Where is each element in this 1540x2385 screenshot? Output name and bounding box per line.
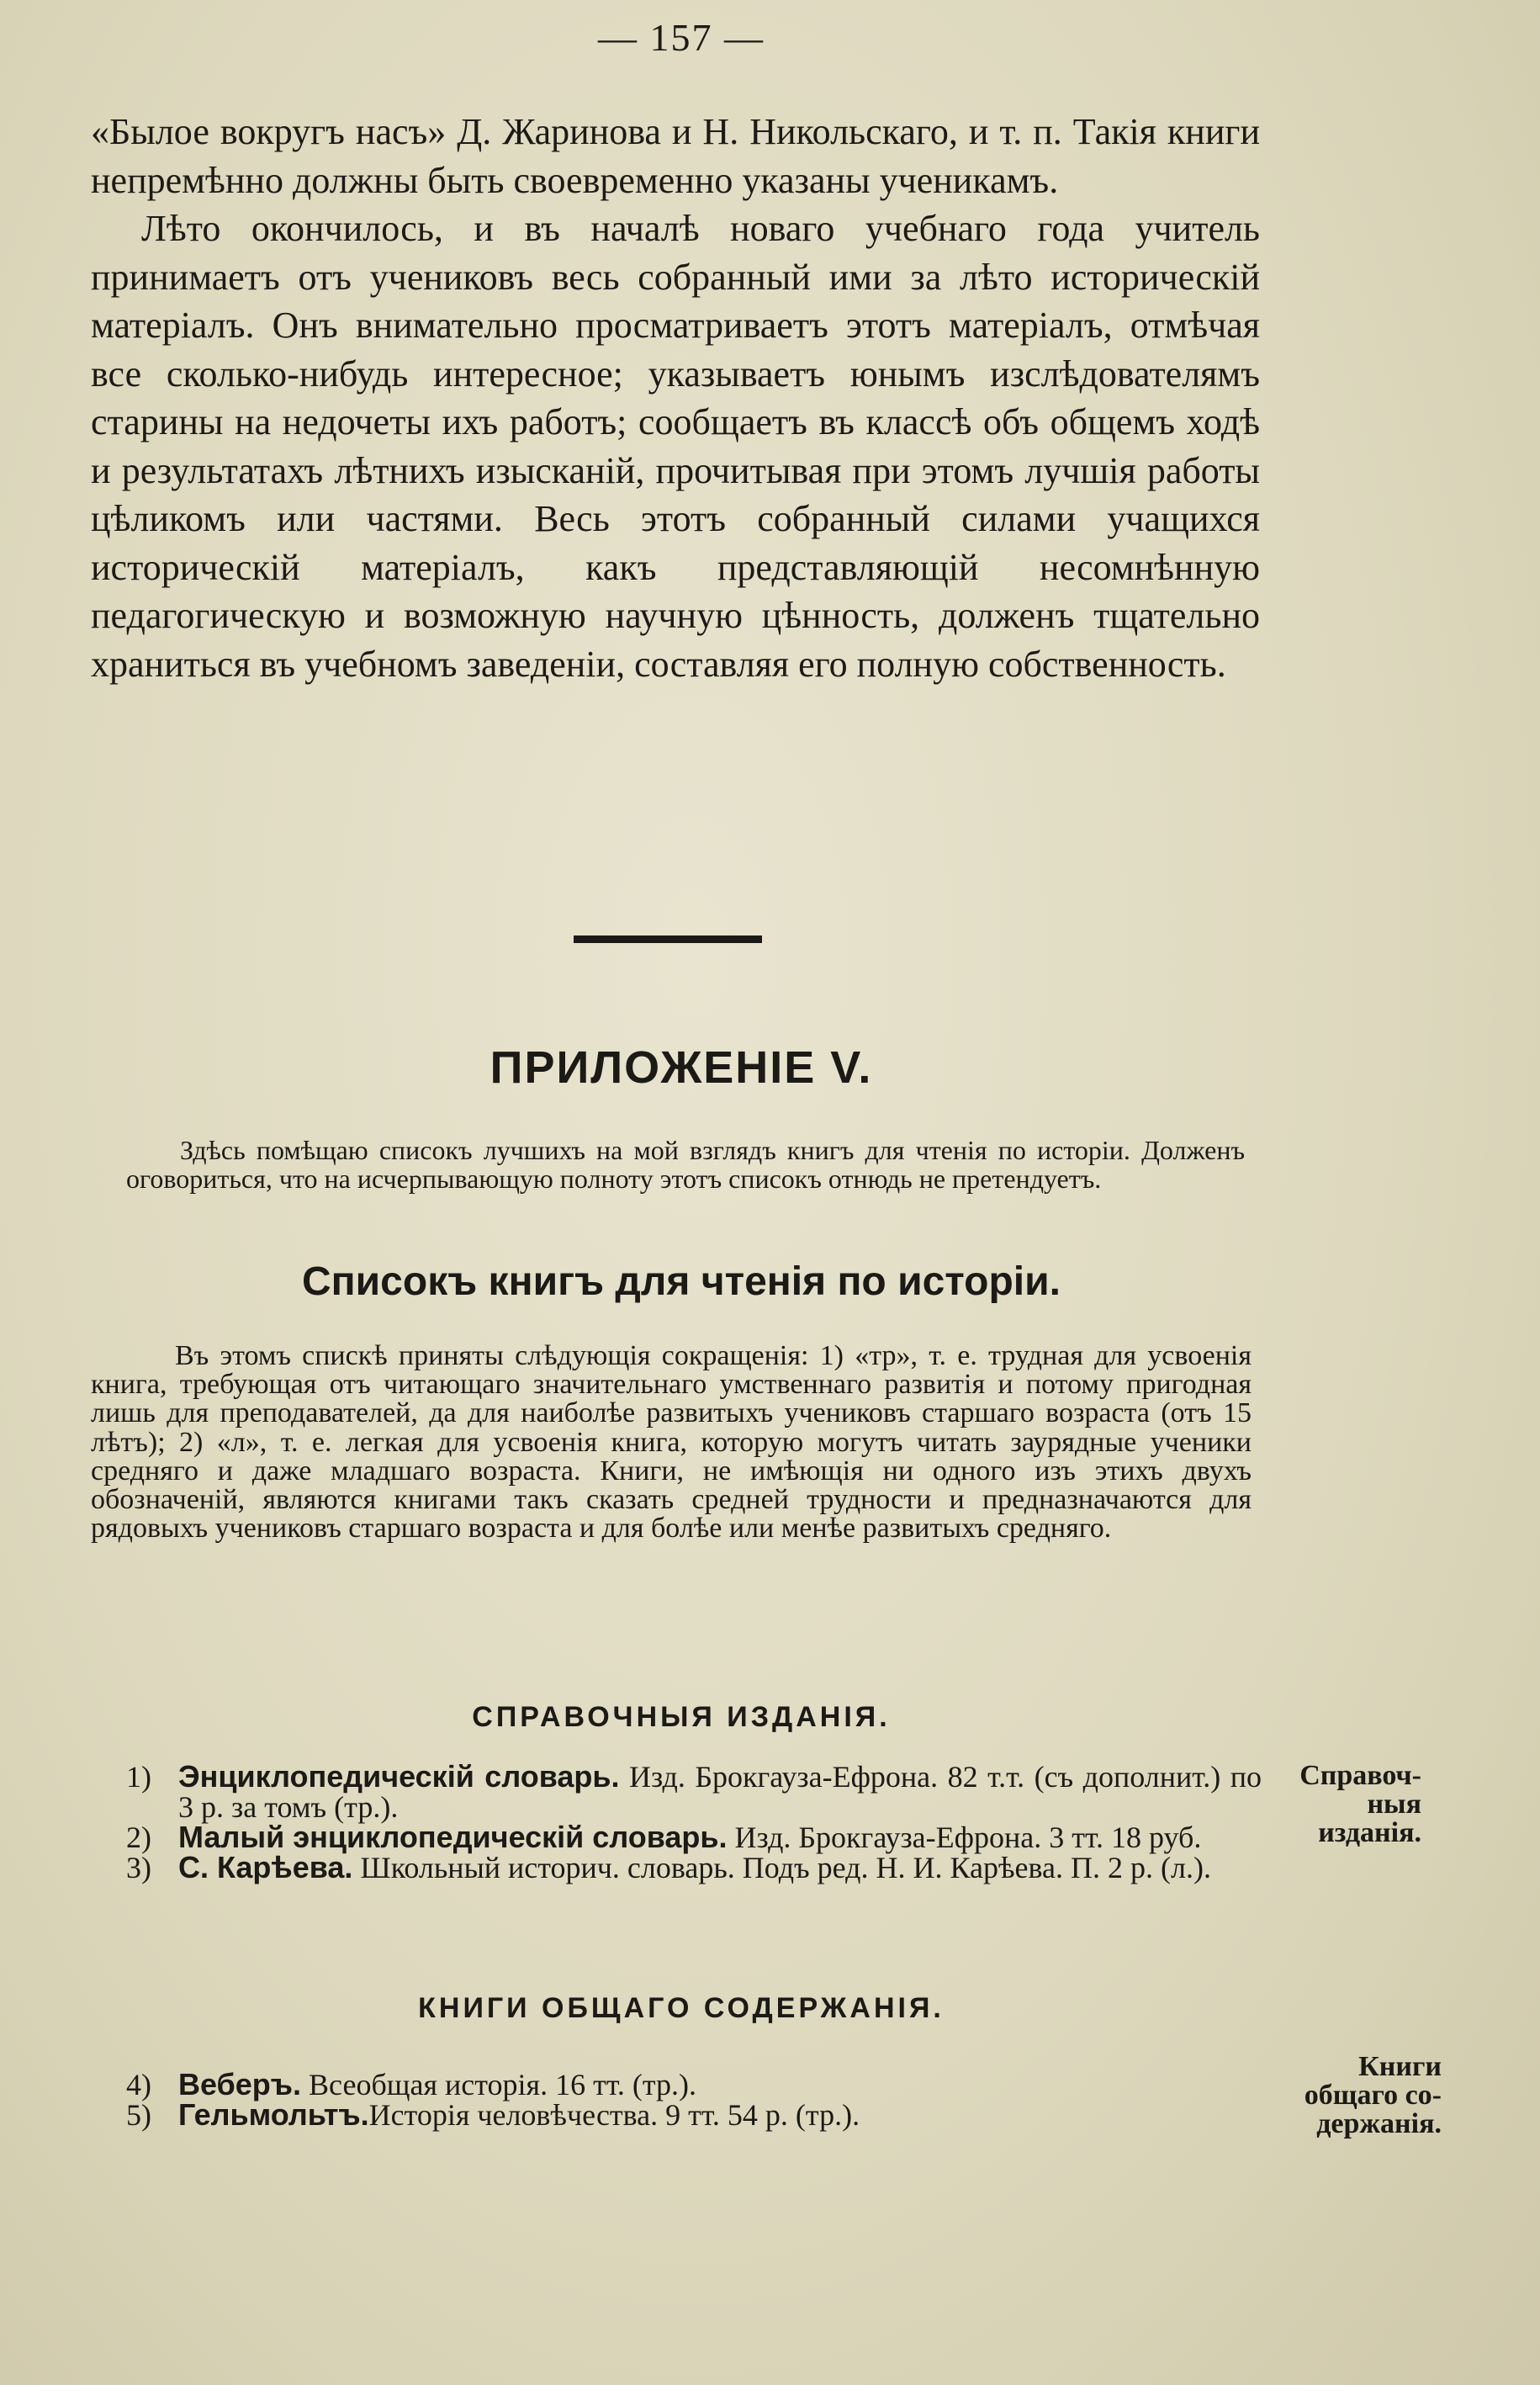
abbreviations-paragraph: Въ этомъ спискѣ приняты слѣдующія сокращенія: 1) «тр», т. е. трудная для усвоенія книга, требующая отъ читающаго значительнаго умственнаго развитія и потому пригодная лишь для преподавателей, да для наиболѣе развитыхъ учениковъ старшаго возраста (отъ 15 лѣтъ); 2) «л», т. е. легкая для усвоенія книга, которую могутъ читать заурядные ученики средняго и даже младшаго возраста. Книги, не имѣющія ни одного изъ этихъ двухъ обозначеній, являются книгами такъ сказать средней трудности и предназначаются для рядовыхъ учениковъ старшаго возраста и для болѣе или менѣе развитыхъ средняго. [91,1340,1252,1545]
list-item [126,1852,1262,1883]
entry-number: 2) [126,1821,151,1854]
list-item [126,2067,1262,2101]
entry-details: Изд. Брокгауза-Ефрона. 82 т.т. (съ дополнит.) по 3 р. за томъ (тр.). [178,1760,1262,1824]
section-divider [574,935,762,943]
entry-number: 5) [126,2098,151,2132]
entry-author: С. Карѣева. [178,1850,353,1884]
main-text [91,108,1260,688]
entry-number: 4) [126,2068,151,2101]
margin-note [1262,1762,1421,1847]
entry-list [126,1759,1262,1884]
margin-note-line: держанія. [1316,2108,1442,2139]
margin-note-line: Книги [1358,2051,1442,2082]
entry-author: Энциклопедическій словарь. [178,1759,620,1794]
list-item [126,2097,1262,2132]
margin-note-line: ныя [1367,1789,1421,1820]
paragraph: Лѣто окончилось, и въ началѣ новаго учебнаго года учитель принимаетъ отъ учениковъ весь собранный ими за лѣто историческій матеріалъ. Онъ внимательно просматриваетъ этотъ матеріалъ, отмѣчая все сколько-нибудь интересное; указываетъ юнымъ изслѣдователямъ старины на недочеты ихъ работъ; сообщаетъ въ классѣ объ общемъ ходѣ и результатахъ лѣтнихъ изысканій, прочитывая при этомъ лучшія работы цѣликомъ или частями. Весь этотъ собранный силами учащихся историческій матеріалъ, какъ представляющій несомнѣнную педагогическую и возможную научную цѣнность, долженъ тщательно храниться въ учебномъ заведеніи, составляя его полную собственность. [91,208,1260,685]
margin-note-line: Справоч- [1299,1760,1421,1791]
entry-details: Школьный историч. словарь. Подъ ред. Н. И. Карѣева. П. 2 р. (л.). [352,1851,1211,1884]
section-heading: СПРАВОЧНЫЯ ИЗДАНІЯ. [472,1701,891,1733]
margin-note-line: общаго со- [1304,2080,1442,2111]
list-title: Списокъ книгъ для чтенія по исторіи. [302,1259,1061,1304]
appendix-title: ПРИЛОЖЕНІЕ V. [490,1042,873,1093]
entry-number: 3) [126,1851,151,1884]
entry-details: Исторія человѣчества. 9 тт. 54 р. (тр.). [368,2098,860,2132]
entry-number: 1) [126,1760,151,1794]
entry-details: Всеобщая исторія. 16 тт. (тр.). [301,2068,696,2101]
appendix-intro: Здѣсь помѣщаю списокъ лучшихъ на мой взглядъ книгъ для чтенія по исторіи. Долженъ оговориться, что на исчерпывающую полноту этотъ списокъ отнюдь не претендуетъ. [126,1135,1245,1194]
entry-author: Веберъ. [178,2067,302,2101]
margin-note [1228,2053,1442,2139]
entry-text [178,1822,1262,1852]
entry-text [178,2097,1262,2132]
entry-text [178,1852,1262,1883]
entry-details: Изд. Брокгауза-Ефрона. 3 тт. 18 руб. [727,1821,1202,1854]
paragraph: «Былое вокругъ насъ» Д. Жаринова и Н. Никольскаго, и т. п. Такія книги непремѣнно должны быть своевременно указаны ученикамъ. [91,111,1260,201]
entry-author: Гельмольтъ. [178,2097,369,2132]
entry-text [178,2067,1262,2101]
section-heading: КНИГИ ОБЩАГО СОДЕРЖАНІЯ. [418,1992,945,2024]
margin-note-line: изданія. [1318,1817,1421,1848]
entry-text [178,1759,1262,1824]
entry-author: Малый энциклопедическій словарь. [178,1820,728,1854]
page-number: — 157 — [598,16,765,59]
list-item [126,1822,1262,1852]
list-item [126,1759,1262,1824]
entry-list [126,2067,1262,2132]
